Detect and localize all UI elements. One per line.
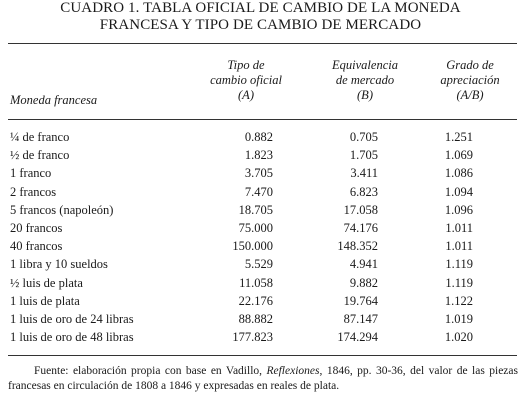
header-rule (8, 119, 517, 120)
cell-mercado: 17.058 (343, 202, 378, 217)
cell-grado: 1.019 (444, 311, 473, 326)
table-title-line-1: CUADRO 1. TABLA OFICIAL DE CAMBIO DE LA MONEDA (60, 0, 461, 16)
cell-oficial: 7.470 (244, 184, 273, 199)
source-note-suffix: , 1846, pp. 30-36, del valor de las piezas francesas en circulación de 1808 a 1846 y expresadas en reales de plata. (8, 365, 518, 392)
cell-moneda: ½ luis de plata (10, 275, 83, 290)
table-title-line-2: FRANCESA Y TIPO DE CAMBIO DE MERCADO (99, 17, 422, 33)
table-row (0, 183, 521, 201)
table-row (0, 164, 521, 182)
cell-oficial: 75.000 (238, 220, 273, 235)
cell-moneda: 1 luis de oro de 48 libras (10, 330, 134, 345)
cell-oficial: 1.823 (244, 148, 273, 163)
header-col1-line-2: cambio oficial (210, 73, 282, 87)
cell-moneda: 40 francos (10, 239, 63, 254)
cell-oficial: 18.705 (238, 202, 273, 217)
cell-mercado: 3.411 (350, 166, 378, 181)
table-row (0, 310, 521, 328)
cell-mercado: 4.941 (349, 257, 378, 272)
cell-mercado: 148.352 (337, 239, 378, 254)
cell-grado: 1.086 (444, 166, 473, 181)
header-equivalencia-mercado (315, 58, 415, 103)
cell-moneda: 1 luis de plata (10, 293, 80, 308)
source-note (8, 364, 518, 394)
cell-mercado: 1.705 (349, 148, 378, 163)
header-col1-line-1: Tipo de (227, 58, 265, 72)
cell-grado: 1.094 (444, 184, 473, 199)
cell-grado: 1.011 (445, 239, 473, 254)
header-col2-line-3: (B) (357, 88, 373, 102)
bottom-rule (8, 355, 517, 356)
cell-moneda: ½ de franco (10, 148, 70, 163)
cell-mercado: 19.764 (343, 293, 378, 308)
cell-moneda: 2 francos (10, 184, 57, 199)
cell-oficial: 3.705 (244, 166, 273, 181)
table-row (0, 201, 521, 219)
cell-mercado: 0.705 (349, 130, 378, 144)
header-col3-line-2: apreciación (440, 73, 500, 87)
cell-moneda: 5 francos (napoleón) (10, 202, 114, 217)
cell-moneda: ¼ de franco (10, 130, 70, 144)
table-row (0, 328, 521, 346)
cell-oficial: 22.176 (238, 293, 273, 308)
cell-oficial: 11.058 (239, 275, 273, 290)
header-col3-line-1: Grado de (446, 58, 494, 72)
top-rule (8, 43, 517, 44)
table-row (0, 274, 521, 292)
cell-grado: 1.122 (444, 293, 473, 308)
cell-grado: 1.020 (444, 330, 473, 345)
header-tipo-cambio-oficial (196, 58, 296, 103)
header-col3-line-3: (A/B) (456, 88, 484, 102)
source-note-title: Reflexiones (266, 365, 320, 377)
table-row (0, 146, 521, 164)
cell-grado: 1.096 (444, 202, 473, 217)
cell-grado: 1.011 (445, 220, 473, 235)
cell-oficial: 88.882 (238, 311, 273, 326)
header-col2-line-2: de mercado (335, 73, 395, 87)
cell-grado: 1.119 (445, 257, 473, 272)
header-moneda-label: Moneda francesa (10, 93, 98, 107)
header-col2-line-1: Equivalencia (332, 58, 398, 72)
source-note-prefix: Fuente: elaboración propia con base en Vadillo, (34, 365, 267, 377)
header-moneda-francesa (10, 93, 97, 108)
cell-grado: 1.069 (444, 148, 473, 163)
cell-oficial: 5.529 (244, 257, 273, 272)
cell-oficial: 177.823 (232, 330, 273, 345)
cell-oficial: 150.000 (232, 239, 273, 254)
cell-moneda: 20 francos (10, 220, 63, 235)
cell-grado: 1.251 (444, 130, 473, 144)
header-grado-apreciacion (420, 58, 520, 103)
cell-mercado: 6.823 (349, 184, 378, 199)
cell-mercado: 174.294 (337, 330, 378, 345)
cell-moneda: 1 libra y 10 sueldos (10, 257, 108, 272)
table-row (0, 292, 521, 310)
cell-mercado: 9.882 (349, 275, 378, 290)
table-row (0, 219, 521, 237)
cell-grado: 1.119 (445, 275, 473, 290)
table-row (0, 255, 521, 273)
table-body (0, 128, 521, 346)
cell-mercado: 87.147 (343, 311, 378, 326)
header-col1-line-3: (A) (238, 88, 254, 102)
cell-moneda: 1 franco (10, 166, 52, 181)
cell-oficial: 0.882 (244, 130, 273, 144)
table-row (0, 237, 521, 255)
cell-moneda: 1 luis de oro de 24 libras (10, 311, 134, 326)
cell-mercado: 74.176 (343, 220, 378, 235)
table-row (0, 128, 521, 146)
